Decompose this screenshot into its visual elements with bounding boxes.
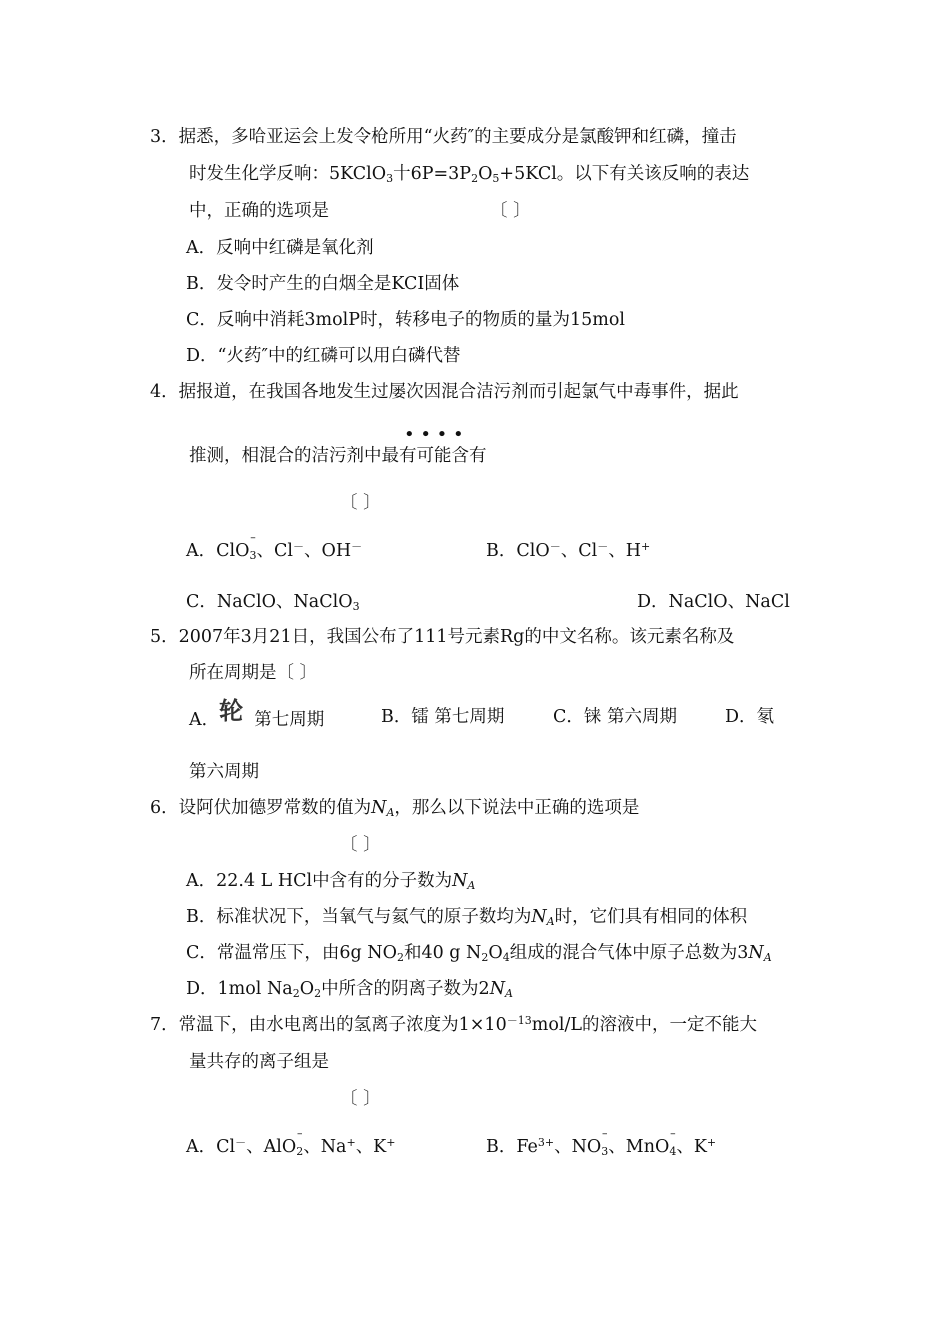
opt-text: 、H xyxy=(608,541,641,561)
sup: + xyxy=(346,1136,356,1149)
ion-alo2 xyxy=(296,1127,304,1163)
sub: A xyxy=(467,879,476,892)
sup: + xyxy=(386,1136,396,1149)
q7-stem: 常温下，由水电离出的氢离子浓度为1×10 xyxy=(178,1015,507,1035)
q5-number: 5． xyxy=(150,627,179,647)
sup: + xyxy=(640,540,651,553)
opt-text: C．常温常压下，由6g NO xyxy=(186,943,397,963)
opt-text: 第七周期 xyxy=(254,710,325,730)
element-character: 轮 xyxy=(219,696,244,725)
q5-stem-1: 2007年3月21日，我国公布了111号元素Rg的中文名称。该元素名称及 xyxy=(178,627,735,647)
q3-number: 3． xyxy=(150,127,179,147)
q7-line1 xyxy=(150,1014,757,1036)
sup: － xyxy=(235,1136,247,1149)
sub: 4 xyxy=(502,951,510,964)
opt-text: 、OH xyxy=(303,541,352,561)
q5-stem-2: 所在周期是〔 〕 xyxy=(189,663,318,683)
sup: － xyxy=(351,540,363,553)
sub: 2 xyxy=(396,951,404,964)
q6-stem-post: ，那么以下说法中正确的选项是 xyxy=(394,798,640,818)
emphasis-dots: • • • • xyxy=(404,424,464,445)
avogadro-symbol: N xyxy=(452,871,468,891)
opt-text: 、Cl xyxy=(256,541,293,561)
sub: 4 xyxy=(669,1145,677,1158)
q3-option-b: B．发令时产生的白烟全是KCI固体 xyxy=(186,274,460,294)
opt-text: 、MnO xyxy=(608,1137,670,1157)
q7-answer-bracket: 〔 〕 xyxy=(340,1089,381,1109)
opt-text: A．ClO xyxy=(186,541,250,561)
opt-text: 、AlO xyxy=(246,1137,297,1157)
q4-option-b xyxy=(486,540,650,562)
ion-mno4 xyxy=(669,1127,677,1163)
q3-option-c: C．反响中消耗3molP时，转移电子的物质的量为15mol xyxy=(186,310,626,330)
sub: A xyxy=(505,987,513,1000)
q5-line1 xyxy=(150,626,734,648)
q6-stem: 设阿伏加德罗常数的值为 xyxy=(178,798,372,818)
q4-option-d: D．NaClO、NaCl xyxy=(637,592,790,612)
q3-line3 xyxy=(189,200,329,222)
q5-option-a xyxy=(189,696,325,731)
opt-text: 和40 g N xyxy=(403,943,482,963)
opt-text: B．ClO xyxy=(486,541,550,561)
q3-stem-2b: 十6P=3P xyxy=(393,164,472,184)
opt-text: D．1mol Na xyxy=(186,979,293,999)
q4-number: 4． xyxy=(150,382,179,402)
avogadro-symbol: N xyxy=(531,907,547,927)
sub: A xyxy=(546,915,555,928)
q6-answer-bracket: 〔 〕 xyxy=(340,835,381,855)
ion-clo3 xyxy=(249,531,257,567)
q3-stem-1: 据悉，多哈亚运会上发令枪所用“火药″的主要成分是氯酸钾和红磷，撞击 xyxy=(178,127,737,147)
sub: 2 xyxy=(471,172,479,185)
q4-answer-bracket: 〔 〕 xyxy=(340,493,381,513)
sup: － xyxy=(549,540,561,553)
opt-text: 中所含的阴离子数为2 xyxy=(321,979,490,999)
ion-charge: – xyxy=(296,1127,303,1140)
q3-answer-bracket: 〔 〕 xyxy=(490,201,531,221)
q3-option-a: A．反响中红磷是氧化剂 xyxy=(186,238,374,258)
sub: 3 xyxy=(352,600,360,613)
sub: 3 xyxy=(386,172,394,185)
opt-text: B．Fe xyxy=(486,1137,538,1157)
sup: － xyxy=(597,540,609,553)
sub: 5 xyxy=(492,172,500,185)
q7-option-b xyxy=(486,1127,717,1163)
sub: A xyxy=(763,951,772,964)
sub: A xyxy=(386,806,395,819)
q6-option-d xyxy=(186,978,513,1000)
opt-text: 、Cl xyxy=(560,541,598,561)
opt-text: C．NaClO、NaClO xyxy=(186,592,353,612)
q7-stem-2: 量共存的离子组是 xyxy=(189,1052,329,1072)
sub: 2 xyxy=(296,1145,304,1158)
sub: 2 xyxy=(314,987,322,1000)
sup: + xyxy=(706,1136,717,1149)
q4-option-a xyxy=(186,531,363,567)
ion-charge: – xyxy=(250,531,256,544)
q7-number: 7． xyxy=(150,1015,179,1035)
opt-text: O xyxy=(488,943,503,963)
q4-stem-2: 推测，相混合的洁污剂中最有可能含有 xyxy=(189,446,487,466)
opt-text: O xyxy=(299,979,315,999)
avogadro-symbol: N xyxy=(371,798,387,818)
q6-number: 6． xyxy=(150,798,179,818)
q3-stem-2: 时发生化学反响：5KClO xyxy=(189,164,387,184)
opt-text: 、K xyxy=(676,1137,707,1157)
q5-option-b: B．镭 第七周期 xyxy=(381,707,505,727)
q3-line2 xyxy=(189,163,749,185)
ion-no3 xyxy=(601,1127,609,1163)
q7-option-a xyxy=(186,1127,396,1163)
q5-option-d-wrap: 第六周期 xyxy=(189,762,259,782)
opt-label: A． xyxy=(189,710,220,730)
q3-stem-2d: +5KCl。以下有关该反响的表达 xyxy=(499,164,750,184)
q6-option-c xyxy=(186,942,772,964)
opt-text: A．Cl xyxy=(186,1137,236,1157)
q5-option-c: C．铼 第六周期 xyxy=(553,707,677,727)
q6-line1 xyxy=(150,797,639,819)
avogadro-symbol: N xyxy=(748,943,764,963)
opt-text: 、NO xyxy=(554,1137,602,1157)
q4-option-c xyxy=(186,591,360,613)
sup: － xyxy=(292,540,304,553)
q3-stem-2c: O xyxy=(478,164,493,184)
q5-option-d: D．氡 xyxy=(725,707,775,727)
avogadro-symbol: N xyxy=(489,979,506,999)
q6-option-a xyxy=(186,870,475,892)
ion-charge: – xyxy=(602,1127,608,1140)
opt-text: B．标准状况下，当氧气与氦气的原子数均为 xyxy=(186,907,532,927)
sup: 3+ xyxy=(537,1136,555,1149)
q7-stem-post: mol/L的溶液中，一定不能大 xyxy=(531,1015,757,1035)
sub: 2 xyxy=(481,951,489,964)
q4-stem-1: 据报道，在我国各地发生过屡次因混合洁污剂而引起氯气中毒事件，据此 xyxy=(178,382,739,402)
opt-text: 、Na xyxy=(303,1137,347,1157)
sub: 3 xyxy=(249,549,257,562)
opt-text: A．22.4 L HCl中含有的分子数为 xyxy=(186,871,453,891)
q3-option-d: D．“火药″中的红磷可以用白磷代替 xyxy=(186,346,461,366)
q4-line1 xyxy=(150,381,739,403)
ion-charge: – xyxy=(670,1127,676,1140)
sub: 3 xyxy=(601,1145,609,1158)
q3-stem-3: 中，正确的选项是 xyxy=(189,201,329,221)
opt-text: 时，它们具有相同的体积 xyxy=(554,907,748,927)
opt-text: 组成的混合气体中原子总数为3 xyxy=(509,943,749,963)
sub: 2 xyxy=(292,987,300,1000)
sup: －13 xyxy=(506,1014,532,1027)
opt-text: 、K xyxy=(355,1137,387,1157)
q6-option-b xyxy=(186,906,747,928)
q3-line1 xyxy=(150,126,737,148)
